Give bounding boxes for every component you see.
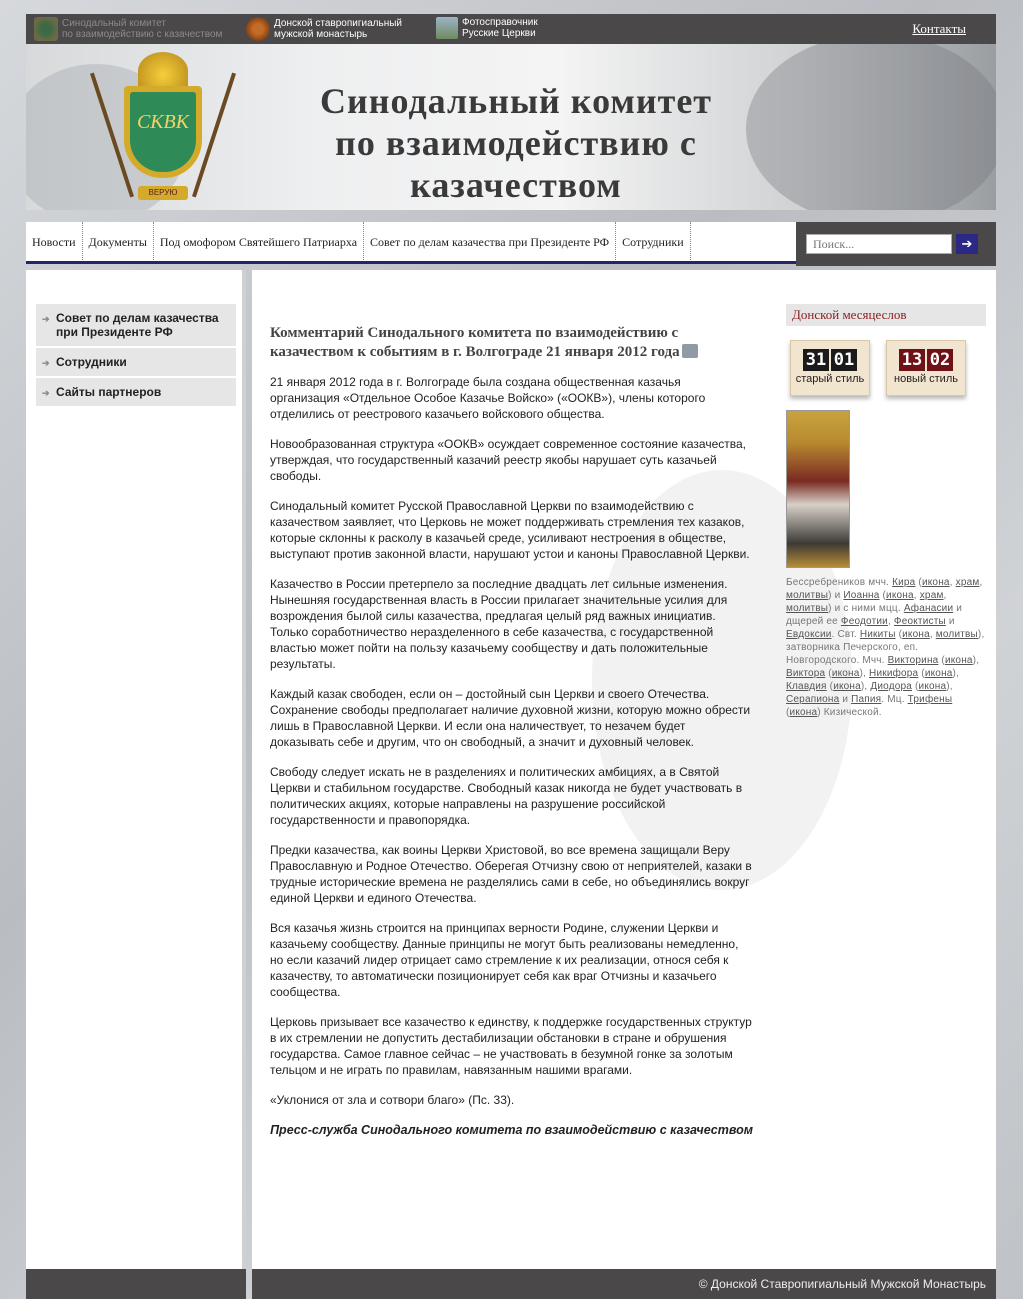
arrow-right-icon: ➔ <box>42 358 50 368</box>
old-day: 31 <box>803 349 829 371</box>
crown-icon <box>138 52 188 90</box>
crest-ribbon: ВЕРУЮ <box>138 186 188 200</box>
main-content <box>252 270 996 1269</box>
top-link-line1: Синодальный комитет <box>62 18 166 29</box>
saint-link[interactable]: икона <box>918 681 947 692</box>
saint-text: и дщерей ее <box>786 603 963 627</box>
calendar-dates <box>786 340 986 410</box>
top-link-photo-directory[interactable] <box>436 17 538 39</box>
search-input[interactable] <box>806 234 952 254</box>
side-item-staff[interactable] <box>36 348 236 378</box>
top-link-line2: Русские Церкви <box>462 28 536 39</box>
old-style-label: старый стиль <box>795 373 865 385</box>
article-title-text: Комментарий Синодального комитета по взаимодействию с казачеством к событиям в г. Волгограде 21 января 2012 года <box>270 325 680 360</box>
new-style-label: новый стиль <box>894 373 958 385</box>
banner-sketch <box>746 44 996 210</box>
saint-link[interactable]: храм <box>919 590 944 601</box>
article-paragraph: Свободу следует искать не в разделениях и политических амбициях, а в Святой Церкви и стабильном государстве. Свободный казак никогда не будет участвовать в политических акциях, которые направлены на разрушение российской государственности и правопорядка. <box>270 765 743 827</box>
saint-link[interactable]: икона <box>789 707 818 718</box>
saint-text: ), <box>952 668 960 679</box>
saint-link[interactable]: Серапиона <box>786 694 840 705</box>
top-bar <box>26 14 996 44</box>
saint-link[interactable]: Иоанна <box>843 590 880 601</box>
crest-emblem <box>108 52 218 204</box>
saint-link[interactable]: Феоктисты <box>893 616 946 627</box>
saint-link[interactable]: Никиты <box>859 629 896 640</box>
old-month: 01 <box>831 349 857 371</box>
saint-link[interactable]: молитвы <box>935 629 978 640</box>
saint-text: ) Кизической. <box>817 707 882 718</box>
saint-text: и <box>839 694 852 705</box>
saint-link[interactable]: Феодотии <box>840 616 888 627</box>
saint-link[interactable]: Никифора <box>869 668 919 679</box>
old-style-date <box>790 340 870 396</box>
copyright-text: © Донской Ставропигиальный Мужской Монастырь <box>698 1277 986 1291</box>
saint-link[interactable]: Афанасии <box>903 603 954 614</box>
side-item-council[interactable] <box>36 304 236 348</box>
saint-text: . Свт. <box>831 629 860 640</box>
article-paragraph: «Уклонися от зла и сотвори благо» (Пс. 33). <box>270 1093 515 1107</box>
article-paragraph: Вся казачья жизнь строится на принципах верности Родине, служении Церкви и казачьему сообществу. Данные принципы не могут быть реализованы немедленно, но если казачий лидер отрицает само стремление к их реализации, относя себя к казачеству, то автоматически позиционирует себя как враг Отчизны и казачьего сообщества. <box>270 921 739 999</box>
top-link-line1: Донской ставропигиальный <box>274 18 402 29</box>
saint-text: , <box>979 577 983 588</box>
main-nav-bar <box>26 222 996 266</box>
right-column <box>786 304 986 719</box>
print-icon[interactable] <box>682 344 698 358</box>
nav-news[interactable]: Новости <box>26 222 83 262</box>
left-sidebar <box>26 270 246 1269</box>
saint-text: Бессребреников мчч. <box>786 577 893 588</box>
calendar-heading[interactable]: Донской месяцеслов <box>786 304 986 326</box>
saint-text: ( <box>918 668 925 679</box>
article-signature: Пресс-служба Синодального комитета по взаимодействию с казачеством <box>270 1123 753 1137</box>
saint-text: ) и с ними мцц. <box>828 603 904 614</box>
top-link-monastery[interactable] <box>246 17 402 41</box>
site-title <box>286 80 746 206</box>
article-paragraph: Предки казачества, как воины Церкви Христовой, во все времена защищали Веру Православную и Родное Отечество. Оберегая Отчизну свою от неприятелей, казаки в трудные исторические времена не разделялись сами в себе, но объединялись вокруг единой Церкви и единого Отечества. <box>270 843 752 905</box>
saints-of-the-day <box>786 576 986 719</box>
site-title-line2: по взаимодействию с казачеством <box>335 123 697 205</box>
saint-link[interactable]: икона <box>921 577 950 588</box>
search-submit-button[interactable]: ➔ <box>956 234 978 254</box>
saint-text: , <box>913 590 920 601</box>
saint-text: ), <box>972 655 980 666</box>
saint-text: ( <box>915 577 922 588</box>
saint-text: ), затворника Печерского, еп. Новгородского. Мчч. <box>786 629 985 666</box>
arrow-right-icon: ➔ <box>42 314 50 324</box>
saint-text: ), <box>860 681 871 692</box>
nav-documents[interactable]: Документы <box>83 222 154 262</box>
church-photo-icon <box>436 17 458 39</box>
article <box>270 324 753 1138</box>
top-link-line2: по взаимодействию с казачеством <box>62 29 223 40</box>
saint-link[interactable]: икона <box>902 629 930 640</box>
new-day: 13 <box>899 349 925 371</box>
contacts-link[interactable]: Контакты <box>912 21 966 36</box>
footer <box>252 1269 996 1299</box>
new-style-date <box>886 340 966 396</box>
saint-text: ) и <box>828 590 844 601</box>
saint-link[interactable]: храм <box>955 577 980 588</box>
saint-link[interactable]: Трифены <box>907 694 953 705</box>
saint-text: ( <box>938 655 945 666</box>
arrow-right-icon: ➔ <box>42 388 50 398</box>
saint-text: . Мц. <box>881 694 908 705</box>
header-banner <box>26 44 996 210</box>
saint-link[interactable]: молитвы <box>786 590 829 601</box>
article-paragraph: Церковь призывает все казачество к единству, к поддержке государственных структур в их стремлении не допустить дестабилизации обстановки в стране и обрушения государства. Самое главное сейчас – не участвовать в безумной гонке за золотым тельцом и не играть по правилам, навязанным нашими врагами. <box>270 1015 752 1077</box>
saint-text: ), <box>946 681 953 692</box>
side-item-label: Сотрудники <box>56 355 127 369</box>
committee-logo-icon <box>34 17 58 41</box>
saint-text: ( <box>895 629 903 640</box>
saint-text: ( <box>825 668 832 679</box>
saint-link[interactable]: Диодора <box>870 681 913 692</box>
saint-text: , <box>943 590 947 601</box>
saint-text: ( <box>879 590 887 601</box>
top-link-committee[interactable] <box>34 17 222 41</box>
crest-letters: СКВК <box>130 92 196 172</box>
saint-text: ( <box>826 681 834 692</box>
monastery-icon <box>246 17 270 41</box>
nav-underline <box>26 261 796 264</box>
nav-patriarch[interactable]: Под омофором Святейшего Патриарха <box>154 222 364 262</box>
saint-text: и <box>945 616 955 627</box>
saint-text: ( <box>786 707 790 718</box>
saint-link[interactable]: Клавдия <box>786 681 827 692</box>
site-title-line1: Синодальный комитет <box>320 81 712 121</box>
saint-text: , <box>949 577 956 588</box>
saint-link[interactable]: икона <box>944 655 973 666</box>
saint-text: ), <box>859 668 870 679</box>
saint-text: ( <box>912 681 919 692</box>
search-area <box>796 222 996 266</box>
saint-link[interactable]: икона <box>924 668 953 679</box>
article-paragraph: Новообразованная структура «ООКВ» осуждает современное состояние казачества, утверждая, что государственный казачий реестр якобы нарушает суть казачьей свободы. <box>270 437 746 483</box>
saint-link[interactable]: икона <box>831 668 860 679</box>
side-item-label: Сайты партнеров <box>56 385 162 399</box>
saint-icon-image[interactable] <box>786 410 850 568</box>
saint-link[interactable]: икона <box>886 590 914 601</box>
side-item-label: Совет по делам казачества при Президенте РФ <box>56 311 219 339</box>
top-link-line1: Фотосправочник <box>462 17 538 28</box>
footer-left <box>26 1269 246 1299</box>
main-nav <box>26 222 796 262</box>
article-title <box>270 324 753 362</box>
article-paragraph: Каждый казак свободен, если он – достойный сын Церкви и своего Отечества. Сохранение свободы предполагает наличие духовной жизни, которую можно обрести лишь в Православной Церкви. И если она наличествует, то незачем будет доказывать себе и другим, что он свободный, а значит и духовный человек. <box>270 687 751 749</box>
nav-council[interactable]: Совет по делам казачества при Президенте РФ <box>364 222 616 262</box>
article-paragraph: 21 января 2012 года в г. Волгограде была создана общественная казачья организация «Отдельное Особое Казачье Войско» («ООКВ»), члены которого отделились от реестрового казачьего войскового общества. <box>270 375 706 421</box>
article-paragraph: Синодальный комитет Русской Православной Церкви по взаимодействию с казачеством заявляет, что Церковь не может поддерживать стремления тех казаков, которые склонны к расколу в казачьей среде, усиливают нестроения в обществе, выступают против законной власти, нарушают устои и каноны Православной Церкви. <box>270 499 750 561</box>
saint-link[interactable]: икона <box>833 681 861 692</box>
saint-link[interactable]: Евдоксии <box>786 629 832 640</box>
new-month: 02 <box>927 349 953 371</box>
top-link-line2: мужской монастырь <box>274 29 368 40</box>
saint-text: , <box>929 629 936 640</box>
nav-staff[interactable]: Сотрудники <box>616 222 691 262</box>
saint-link[interactable]: Папия <box>851 694 882 705</box>
saint-text: , <box>887 616 894 627</box>
saint-link[interactable]: молитвы <box>786 603 829 614</box>
article-paragraph: Казачество в России претерпело за последние двадцать лет сильные изменения. Нынешняя государственная власть в России прилагает значительные усилия для возрождения былой силы казачества, предлагая целый ряд важных инициатив. Только соработничество неразделенного в себе казачества, с государственной властью может пойти на пользу казачьему сообществу и дать положительные результаты. <box>270 577 728 671</box>
saint-link[interactable]: Виктора <box>786 668 826 679</box>
saint-link[interactable]: Викторина <box>887 655 939 666</box>
side-item-partners[interactable] <box>36 378 236 408</box>
side-menu <box>36 304 236 408</box>
saint-link[interactable]: Кира <box>892 577 916 588</box>
